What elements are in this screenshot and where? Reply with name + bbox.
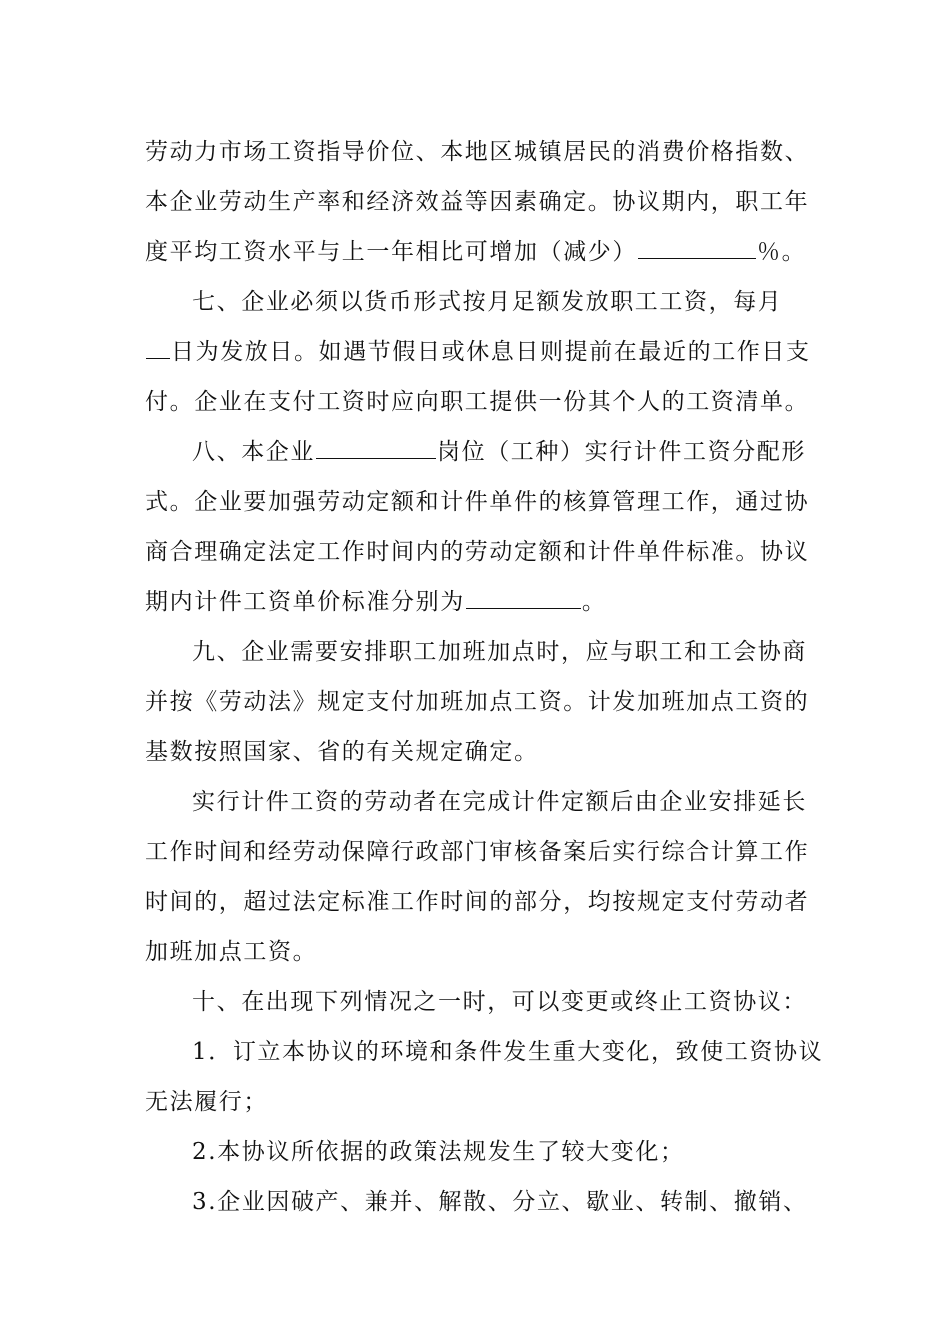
line-text: 本企业劳动生产率和经济效益等因素确定。协议期内，职工年 [145,189,810,215]
line-text: 九、企业需要安排职工加班加点时，应与职工和工会协商 [192,639,807,665]
paragraph-line [192,282,825,322]
line-text: 式。企业要加强劳动定额和计件单件的核算管理工作，通过协 [145,489,810,515]
line-text: 基数按照国家、省的有关规定确定。 [145,739,539,765]
line-text: 时间的，超过法定标准工作时间的部分，均按规定支付劳动者 [145,889,810,915]
paragraph-line [145,532,825,572]
paragraph-line [145,1082,825,1122]
paragraph-line [145,882,825,922]
fill-in-blank[interactable] [466,582,581,609]
paragraph-line [192,1182,825,1222]
paragraph-line [145,232,825,272]
fill-in-blank[interactable] [146,332,170,359]
line-text: 日为发放日。如遇节假日或休息日则提前在最近的工作日支 [171,339,811,365]
line-text: 2.本协议所依据的政策法规发生了较大变化； [192,1139,685,1165]
paragraph-line [145,682,825,722]
line-text: 十、在出现下列情况之一时，可以变更或终止工资协议： [192,989,807,1015]
paragraph-line [145,732,825,772]
paragraph-line [145,482,825,522]
line-text: 。 [581,589,607,615]
line-text: 3.企业因破产、兼并、解散、分立、歇业、转制、撤销、 [192,1189,808,1215]
line-text: 商合理确定法定工作时间内的劳动定额和计件单件标准。协议 [145,539,810,565]
fill-in-blank[interactable] [638,232,756,259]
paragraph-line [192,1032,825,1072]
line-text: 工作时间和经劳动保障行政部门审核备案后实行综合计算工作 [145,839,810,865]
paragraph-line [145,832,825,872]
paragraph-line [145,132,825,172]
line-text: 七、企业必须以货币形式按月足额发放职工工资，每月 [192,289,783,315]
paragraph-line [145,332,825,372]
paragraph-line [145,382,825,422]
line-text: 度平均工资水平与上一年相比可增加（减少） [145,239,637,265]
line-text: 岗位（工种）实行计件工资分配形 [437,439,806,465]
line-text: 期内计件工资单价标准分别为 [145,589,465,615]
line-text: 无法履行； [145,1089,268,1115]
line-text: 加班加点工资。 [145,939,318,965]
paragraph-line [192,982,825,1022]
paragraph-line [192,1132,825,1172]
line-text: 付。企业在支付工资时应向职工提供一份其个人的工资清单。 [145,389,810,415]
line-text: 劳动力市场工资指导价位、本地区城镇居民的消费价格指数、 [145,139,810,165]
paragraph-line [192,632,825,672]
paragraph-line [145,582,825,622]
fill-in-blank[interactable] [316,432,436,459]
line-text: 八、本企业 [192,439,315,465]
line-text: 并按《劳动法》规定支付加班加点工资。计发加班加点工资的 [145,689,810,715]
line-text: ％。 [757,239,807,265]
line-text: 实行计件工资的劳动者在完成计件定额后由企业安排延长 [192,789,807,815]
paragraph-line [145,932,825,972]
line-text: 1．订立本协议的环境和条件发生重大变化，致使工资协议 [192,1039,824,1065]
paragraph-line [145,182,825,222]
paragraph-line [192,432,825,472]
paragraph-line [192,782,825,822]
